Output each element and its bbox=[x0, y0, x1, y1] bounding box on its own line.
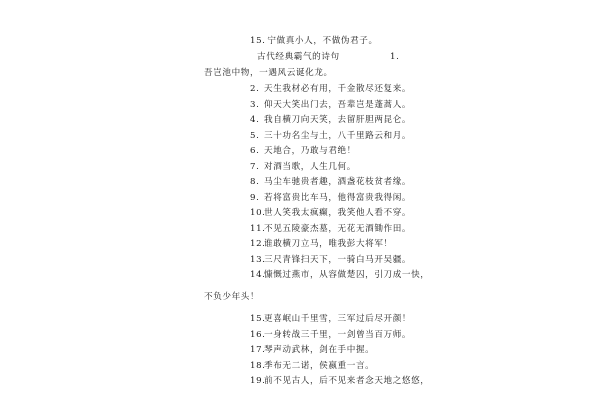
item-number: 15. bbox=[250, 36, 266, 46]
list-item bbox=[250, 361, 374, 372]
item-number: 9. bbox=[250, 192, 260, 203]
list-item bbox=[250, 330, 411, 341]
item-number: 8. bbox=[250, 177, 260, 187]
item-text: 三十功名尘与土，八千里路云和月。 bbox=[264, 130, 412, 141]
list-item bbox=[250, 376, 430, 387]
list-item bbox=[250, 162, 356, 173]
item-number: 3. bbox=[250, 99, 260, 110]
item-text: 对酒当歌，人生几何。 bbox=[264, 161, 356, 172]
list-item bbox=[250, 36, 378, 47]
list-item bbox=[250, 208, 411, 219]
list-item bbox=[250, 224, 411, 235]
item-number: 12. bbox=[250, 239, 266, 249]
item-number: 17. bbox=[250, 345, 266, 355]
item-text: 宁做真小人，不做伪君子。 bbox=[267, 36, 378, 46]
item-text: 世人笑我太疯癫，我笑他人看不穿。 bbox=[264, 208, 412, 218]
item-number: 5. bbox=[250, 130, 260, 141]
item-text: 马尘车驰贵者趣，酒盏花枝贫者缘。 bbox=[264, 177, 412, 187]
item-text: 天地合，乃敢与君绝！ bbox=[264, 146, 356, 156]
section-title: 古代经典霸气的诗句 bbox=[257, 52, 340, 62]
item-number: 7. bbox=[250, 161, 260, 172]
list-item-1-text: 吾岂池中物，一遇风云诞化龙。 bbox=[204, 68, 333, 78]
item-text: 更喜岷山千里雪，三军过后尽开颜！ bbox=[264, 314, 412, 324]
item-number: 13. bbox=[250, 254, 266, 265]
item-text: 季布无二诺，侯嬴重一言。 bbox=[264, 360, 375, 371]
item-number: 18. bbox=[250, 360, 266, 371]
item-number: 14. bbox=[250, 270, 266, 280]
list-item bbox=[250, 270, 430, 281]
item-text: 三尺青锋扫天下，一骑白马开吴疆。 bbox=[264, 254, 412, 265]
list-item bbox=[250, 193, 411, 204]
item-text: 前不见古人，后不见来者念天地之悠悠， bbox=[264, 376, 430, 386]
item-text: 琴声动武林，剑在手中握。 bbox=[264, 345, 375, 355]
list-item bbox=[250, 345, 374, 356]
item-text: 谁敢横刀立马，唯我彭大将军！ bbox=[264, 239, 393, 249]
list-item bbox=[250, 131, 411, 142]
item-number: 2. bbox=[250, 84, 260, 94]
list-item bbox=[250, 146, 356, 157]
item-number: 4. bbox=[250, 115, 260, 125]
item-text: 一身转战三千里，一剑曾当百万师。 bbox=[264, 329, 412, 340]
section-number: 1. bbox=[390, 52, 400, 62]
item-number: 19. bbox=[250, 376, 266, 386]
list-item-14-continuation: 不负少年头！ bbox=[204, 292, 260, 302]
item-number: 11. bbox=[250, 223, 266, 234]
item-text: 慷慨过燕市，从容做楚囚，引刀成一快， bbox=[264, 270, 430, 280]
item-number: 10. bbox=[250, 208, 266, 218]
item-text: 不见五陵豪杰墓，无花无酒锄作田。 bbox=[264, 223, 412, 234]
item-text: 我自横刀向天笑，去留肝胆两昆仑。 bbox=[264, 115, 412, 125]
item-number: 16. bbox=[250, 329, 266, 340]
item-text: 若将富贵比车马，他得富贵我得闲。 bbox=[264, 192, 412, 203]
item-number: 6. bbox=[250, 146, 260, 156]
item-text: 天生我材必有用，千金散尽还复来。 bbox=[264, 84, 412, 94]
item-number: 15. bbox=[250, 314, 266, 324]
list-item bbox=[250, 239, 393, 250]
list-item bbox=[250, 177, 411, 188]
list-item bbox=[250, 314, 411, 325]
item-text: 仰天大笑出门去，吾辈岂是蓬蒿人。 bbox=[264, 99, 412, 110]
list-item bbox=[250, 100, 411, 111]
list-item bbox=[250, 115, 411, 126]
list-item bbox=[250, 255, 411, 266]
list-item bbox=[250, 84, 411, 95]
